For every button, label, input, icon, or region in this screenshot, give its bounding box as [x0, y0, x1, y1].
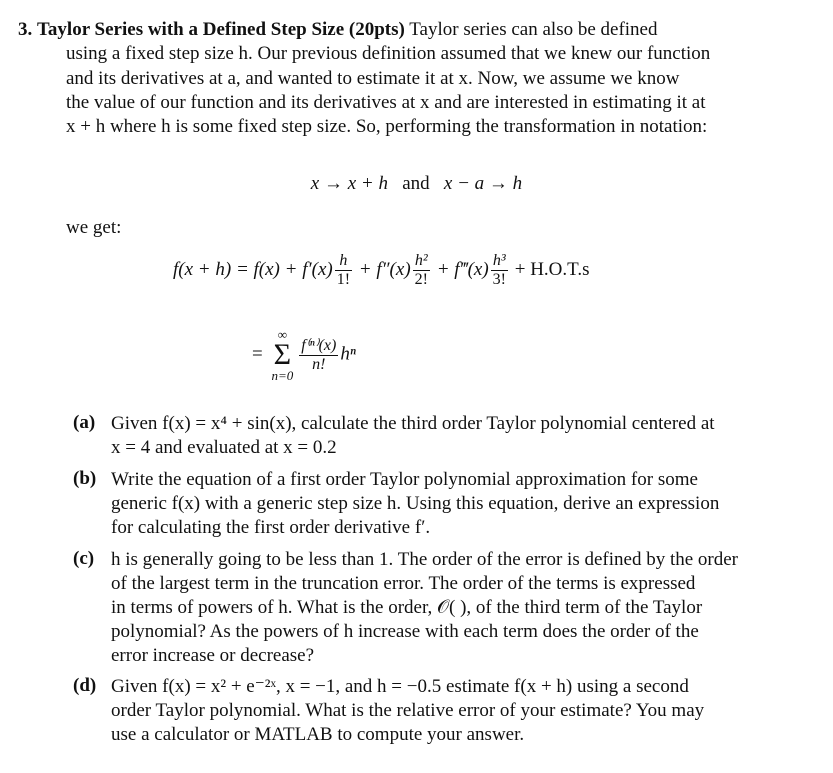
part-d-line: use a calculator or MATLAB to compute your answer.	[111, 724, 525, 745]
transform-equation	[0, 173, 833, 195]
frac1-den: 1!	[336, 271, 351, 288]
part-b-text	[111, 468, 811, 540]
transform-right: x − a → h	[443, 173, 523, 194]
intro-line-2: and its derivatives at a, and wanted to estimate it at x. Now, we assume we know	[66, 68, 680, 89]
fraction-h-3	[491, 252, 508, 289]
fraction-derivative	[299, 337, 338, 374]
frac1-num: h	[335, 252, 352, 271]
eq1-hot: + H.O.T.s	[514, 258, 590, 280]
frac3-num: h³	[491, 252, 508, 271]
sum-lower-limit: n=0	[271, 368, 294, 383]
part-b-line: generic f(x) with a generic step size h. Using this equation, derive an expression	[111, 493, 720, 514]
problem-number: 3.	[18, 19, 33, 40]
eq1-term3: + f‴(x)	[436, 258, 489, 280]
part-d-line: Given f(x) = x² + e⁻²ˣ, x = −1, and h = −0.5 estimate f(x + h) using a second	[111, 676, 689, 697]
frac3-den: 3!	[492, 271, 506, 288]
problem-title: Taylor Series with a Defined Step Size (20pts)	[37, 19, 405, 40]
part-c-line: in terms of powers of h. What is the order, 𝒪( ), of the third term of the Taylor	[111, 597, 703, 618]
part-c-line: error increase or decrease?	[111, 645, 315, 666]
transform-and: and	[402, 173, 430, 194]
part-b-line: for calculating the first order derivative f′.	[111, 517, 431, 538]
part-c-line: polynomial? As the powers of h increase with each term does the order of the	[111, 621, 699, 642]
part-c-line: of the largest term in the truncation error. The order of the terms is expressed	[111, 573, 696, 594]
we-get-text: we get:	[66, 217, 122, 238]
part-a-line: x = 4 and evaluated at x = 0.2	[111, 437, 337, 458]
fraction-h-2	[413, 252, 430, 289]
part-a-line: Given f(x) = x⁴ + sin(x), calculate the third order Taylor polynomial centered at	[111, 413, 715, 434]
intro-line-1: using a fixed step size h. Our previous definition assumed that we knew our function	[66, 43, 711, 64]
intro-line-0: Taylor series can also be defined	[409, 19, 658, 40]
summation-symbol	[271, 328, 293, 382]
transform-left: x → x + h	[310, 173, 388, 194]
part-d-label: (d)	[73, 675, 97, 696]
part-c-label: (c)	[73, 548, 95, 569]
eq2-tail: hⁿ	[340, 343, 356, 365]
part-a-label: (a)	[73, 412, 96, 433]
eq1-lhs: f(x + h) = f(x) + f′(x)	[173, 258, 333, 280]
part-c-text	[111, 548, 811, 668]
taylor-expansion-equation	[173, 252, 589, 289]
part-d-line: order Taylor polynomial. What is the relative error of your estimate? You may	[111, 700, 705, 721]
problem-header	[18, 18, 658, 42]
part-b-label: (b)	[73, 468, 97, 489]
part-c-line: h is generally going to be less than 1. The order of the error is defined by the order	[111, 549, 738, 570]
frac2-num: h²	[413, 252, 430, 271]
intro-line-3: the value of our function and its derivatives at x and are interested in estimating it at	[66, 92, 706, 113]
frac2-den: 2!	[414, 271, 428, 288]
summation-equation	[252, 328, 356, 382]
part-b-line: Write the equation of a first order Taylor polynomial approximation for some	[111, 469, 698, 490]
part-d-text	[111, 675, 811, 747]
part-a-text	[111, 412, 811, 460]
eq2-den: n!	[312, 355, 326, 373]
sigma-glyph: Σ	[273, 338, 292, 371]
sum-upper-limit: ∞	[277, 327, 287, 342]
intro-line-4: x + h where h is some fixed step size. So, performing the transformation in notation:	[66, 116, 708, 137]
eq2-num: f⁽ⁿ⁾(x)	[301, 336, 337, 354]
eq1-term2: + f″(x)	[358, 258, 411, 280]
eq2-equals: =	[252, 343, 263, 365]
fraction-h-1	[335, 252, 352, 289]
